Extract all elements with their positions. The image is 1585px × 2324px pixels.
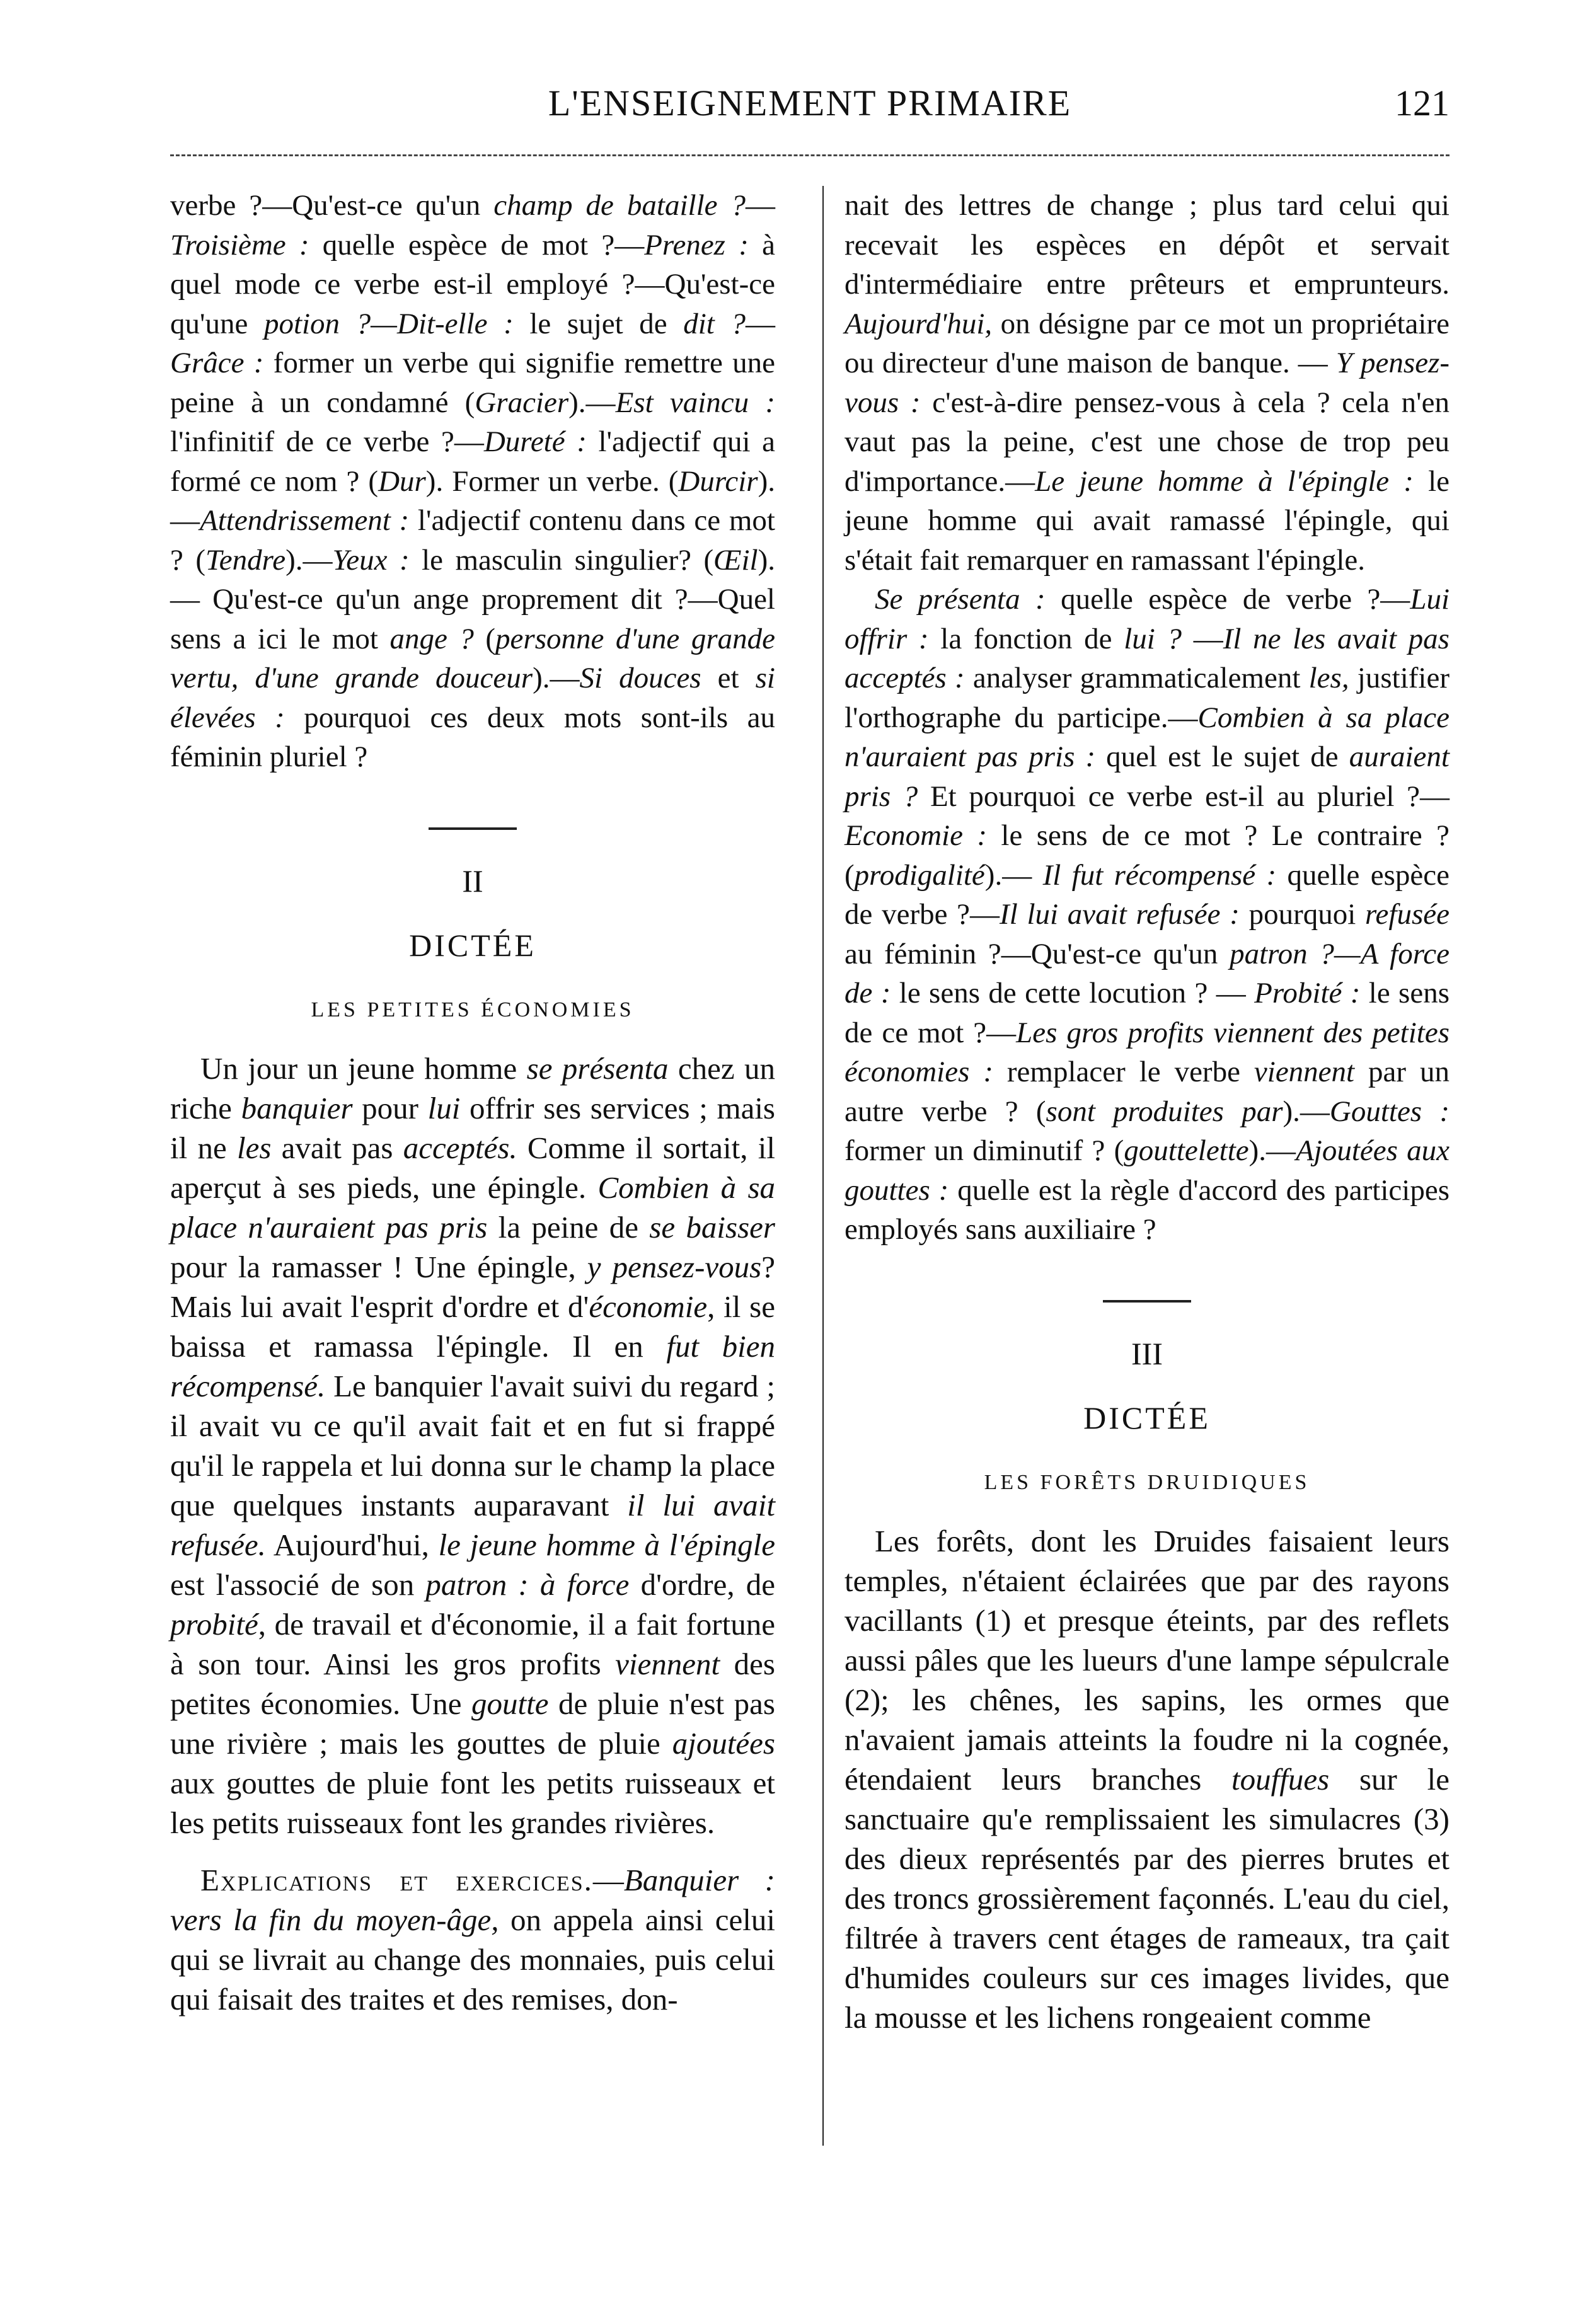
term: Prenez :	[644, 228, 749, 262]
text-run: Les forêts, dont les Druides faisaient leurs temples, n'étaient éclairées que par des rayons vacillants (1) et presque éteints, par des reflets aussi pâles que les lueurs d'une lampe sépulcrale (2); les chênes, les sapins, les ormes que n'avaient jamais atteints la foudre ni la cognée, étendaient leurs branches	[844, 1524, 1450, 1797]
term: personne d'une grande vertu, d'une grande douceur	[170, 622, 775, 694]
term: Gracier	[475, 386, 569, 419]
text-run: ? Mais lui avait l'esprit d'ordre et d'	[170, 1250, 775, 1324]
term: Est vaincu :	[615, 386, 775, 419]
text-run: de pluie n'est pas une rivière ; mais les gouttes de pluie	[170, 1686, 775, 1761]
term: lui	[427, 1091, 461, 1125]
text-run: quelle est la règle d'accord des participes employés sans auxiliaire ?	[844, 1173, 1450, 1246]
term: Yeux :	[332, 543, 410, 577]
dictation-text	[844, 1521, 1450, 2037]
term: Grâce :	[170, 347, 264, 379]
text-run: —	[592, 1863, 624, 1897]
text-run: pourquoi ces deux mots sont-ils au féminin pluriel ?	[170, 701, 775, 773]
page-header	[170, 82, 1450, 151]
text-run: , il se baissa et ramassa l'épingle. Il en	[170, 1289, 775, 1364]
section-number: II	[462, 863, 483, 899]
term: Il lui avait refusée :	[1000, 898, 1240, 931]
explanations-label: Explications et exercices.	[200, 1863, 593, 1897]
exercise-questions	[844, 580, 1450, 1250]
term: lui ?	[1124, 622, 1182, 655]
text-run: l'infinitif de ce verbe ?—	[170, 425, 484, 458]
term: goutte	[471, 1686, 549, 1721]
text-run: la peine de	[487, 1210, 650, 1245]
term: si élevées :	[170, 662, 775, 734]
term: économie	[589, 1289, 708, 1324]
running-title: L'ENSEIGNEMENT PRIMAIRE	[548, 83, 1072, 124]
text-run: ).—	[285, 543, 333, 577]
text-run: la fonction de	[928, 622, 1124, 655]
term: prodigalité	[854, 858, 985, 892]
text-run: c'est-à-dire pensez-vous à cela ? cela n'en vaut pas la peine, c'est une chose de trop peu d'importance.—	[844, 386, 1450, 498]
text-run: —	[745, 307, 775, 340]
term: patron : à force	[425, 1567, 630, 1602]
text-run: chez un riche	[170, 1051, 775, 1125]
term: les	[236, 1130, 272, 1165]
term: ajoutées	[672, 1726, 775, 1761]
term: patron ?—A force de :	[844, 937, 1450, 1010]
term: Combien à sa place n'auraient pas pris :	[844, 701, 1450, 773]
text-run: ).—	[568, 386, 616, 419]
term: se présenta	[526, 1051, 669, 1086]
term: Il ne les avait pas acceptés :	[844, 622, 1450, 694]
text-run: ).—	[1248, 1134, 1296, 1167]
term: y pensez-vous	[587, 1250, 762, 1284]
page-number: 121	[1395, 83, 1450, 124]
text-run: analyser grammaticalement	[964, 662, 1309, 694]
header-rule	[170, 154, 1450, 156]
left-column	[170, 186, 775, 2019]
section-heading: DICTÉE	[409, 928, 536, 963]
term: Lui offrir :	[844, 583, 1450, 655]
text-run: le sujet de	[513, 307, 684, 340]
text-run: aux gouttes de pluie font les petits ruisseaux et les petits ruisseaux font les grandes rivières.	[170, 1766, 775, 1840]
term: Tendre	[205, 543, 286, 577]
text-run: avait pas	[271, 1130, 403, 1165]
term: Œil	[713, 543, 758, 577]
text-run: —	[746, 189, 775, 222]
term: banquier	[241, 1091, 353, 1125]
text-run: quelle espèce de mot ?—	[309, 228, 645, 262]
term: touffues	[1231, 1762, 1330, 1797]
term: Dureté :	[483, 425, 587, 458]
term: ange ?	[389, 622, 474, 655]
term: gouttelette	[1124, 1134, 1249, 1167]
text-run: Un jour un jeune homme	[200, 1051, 527, 1086]
text-run: pour	[352, 1091, 428, 1125]
text-run: ).—	[984, 858, 1043, 892]
term: Y pensez-vous :	[844, 347, 1450, 419]
text-run: Et pourquoi ce verbe est-il au pluriel ?—	[918, 779, 1450, 813]
text-run: quelle espèce de verbe ?—	[1045, 583, 1410, 616]
section-heading: DICTÉE	[1083, 1400, 1211, 1435]
text-run: sur le sanctuaire qu'e remplissaient les simulacres (3) des dieux représentés par des pierres brutes et des troncs grossièrement façonnés. L'eau du ciel, filtrée à travers cent étages de rameaux, tra çait d'humides couleurs sur ces images livides, que la mousse et les lichens rongeaient comme	[844, 1762, 1450, 2035]
explanations-continued	[844, 186, 1450, 580]
term: Banquier : vers la fin du moyen-âge,	[170, 1863, 776, 1937]
text-run: le sens de cette locution ? —	[890, 977, 1255, 1010]
section-rule	[429, 827, 517, 830]
text-run: quel est le sujet de	[1095, 740, 1349, 773]
term: Attendrissement :	[200, 504, 410, 537]
term: les,	[1308, 662, 1349, 694]
text-run: —	[1182, 622, 1223, 655]
text-run: verbe ?—Qu'est-ce qu'un	[170, 189, 494, 222]
text-run: pourquoi	[1239, 898, 1366, 931]
term: Troisième :	[170, 228, 309, 262]
text-run: à quel mode ce verbe est-il employé ?—Qu'est-ce qu'une	[170, 228, 775, 340]
text-run: et	[701, 662, 756, 694]
term: Ajoutées aux gouttes :	[844, 1134, 1450, 1207]
term: champ de bataille ?	[493, 189, 746, 222]
text-run: l'adjectif qui a formé ce nom ? (	[170, 425, 776, 498]
text-run: pour la ramasser ! Une épingle,	[170, 1250, 587, 1284]
section-number: III	[1131, 1335, 1163, 1371]
term: probité	[170, 1607, 258, 1642]
text-run: le sens de ce mot ? Le contraire ? (	[844, 819, 1450, 892]
term: Si douces	[579, 662, 701, 694]
term: sont produites par	[1046, 1095, 1283, 1128]
term: dit ?	[683, 307, 746, 340]
term: se baisser	[649, 1210, 775, 1245]
text-run: le masculin singulier? (	[409, 543, 714, 577]
text-run: on désigne par ce mot un propriétaire ou directeur d'une maison de banque. —	[844, 307, 1450, 379]
text-run: des petites économies. Une	[170, 1647, 775, 1721]
text-run: , de travail et d'économie, il a fait fortune à son tour. Ainsi les gros profits	[170, 1607, 775, 1681]
column-divider	[822, 186, 824, 2146]
text-run: offrir ses services ; mais il ne	[170, 1091, 775, 1165]
text-run: on appela ainsi celui qui se livrait au change des monnaies, puis celui qui faisait des traites et des remises, don-	[170, 1902, 775, 2016]
term: Se présenta :	[875, 583, 1046, 616]
text-run: former un diminutif ? (	[844, 1134, 1124, 1167]
exercise-questions-continued	[170, 186, 775, 777]
text-run: Comme il sortait, il aperçut à ses pieds, une épingle.	[170, 1130, 775, 1205]
term: Aujourd'hui,	[844, 307, 993, 340]
text-run: ).—	[1282, 1095, 1330, 1128]
explanations-paragraph	[170, 1860, 775, 2019]
term: acceptés.	[403, 1130, 517, 1165]
right-column	[844, 186, 1450, 2037]
term: refusée	[1365, 898, 1450, 931]
text-run: au féminin ?—Qu'est-ce qu'un	[844, 937, 1230, 970]
text-run: ). — Qu'est-ce qu'un ange proprement dit ?—Quel sens a ici le mot	[170, 543, 775, 655]
text-run: Aujourd'hui,	[265, 1527, 439, 1562]
term: Les gros profits viennent des petites économies :	[844, 1016, 1450, 1088]
term: viennent	[615, 1647, 720, 1681]
term: il lui avait refusée.	[170, 1488, 775, 1562]
dictation-text	[170, 1049, 775, 1843]
section-rule	[1103, 1300, 1191, 1303]
text-run: d'ordre, de	[629, 1567, 775, 1602]
term: Le jeune homme à l'épingle :	[1035, 464, 1414, 498]
term: Gouttes :	[1329, 1095, 1450, 1128]
term: auraient pris ?	[844, 740, 1450, 813]
text-run: ).—	[533, 662, 580, 694]
term: fut bien récompensé.	[170, 1329, 775, 1403]
term: Dur	[378, 464, 426, 498]
term: Durcir	[678, 464, 758, 498]
text-run: quelle espèce de verbe ?—	[844, 858, 1450, 931]
term: viennent	[1254, 1056, 1355, 1088]
section-subheading: LES PETITES ÉCONOMIES	[311, 998, 635, 1021]
term: Il fut récompensé :	[1042, 858, 1277, 892]
text-run: nait des lettres de change ; plus tard celui qui recevait les espèces en dépôt et servait d'intermédiaire entre prêteurs et emprunteurs.	[844, 189, 1450, 301]
section-subheading: LES FORÊTS DRUIDIQUES	[984, 1470, 1310, 1494]
text-run: par un autre verbe ? (	[844, 1056, 1450, 1128]
text-run: ). Former un verbe. (	[425, 464, 679, 498]
text-run: l'adjectif contenu dans ce mot ? (	[170, 504, 775, 577]
text-run: remplacer le verbe	[993, 1056, 1254, 1088]
text-run: le jeune homme qui avait ramassé l'épingle, qui s'était fait remarquer en ramassant l'épingle.	[844, 464, 1450, 577]
term: Economie :	[844, 819, 987, 852]
term: Probité :	[1254, 977, 1361, 1010]
text-run: justifier l'orthographe du participe.—	[844, 662, 1450, 734]
text-run: (	[473, 622, 496, 655]
term: le jeune homme à l'épingle	[438, 1527, 775, 1562]
text-run: le sens de ce mot ?—	[844, 977, 1450, 1049]
text-run: est l'associé de son	[170, 1567, 426, 1602]
term: potion ?—Dit-elle :	[263, 307, 514, 340]
text-run: ).—	[170, 464, 775, 537]
term: Combien à sa place n'auraient pas pris	[170, 1170, 776, 1245]
text-run: Le banquier l'avait suivi du regard ; il avait vu ce qu'il avait fait et en fut si frappé qu'il le rappela et lui donna sur le champ la place que quelques instants auparavant	[170, 1369, 775, 1522]
text-run: former un verbe qui signifie remettre une peine à un condamné (	[170, 347, 776, 419]
